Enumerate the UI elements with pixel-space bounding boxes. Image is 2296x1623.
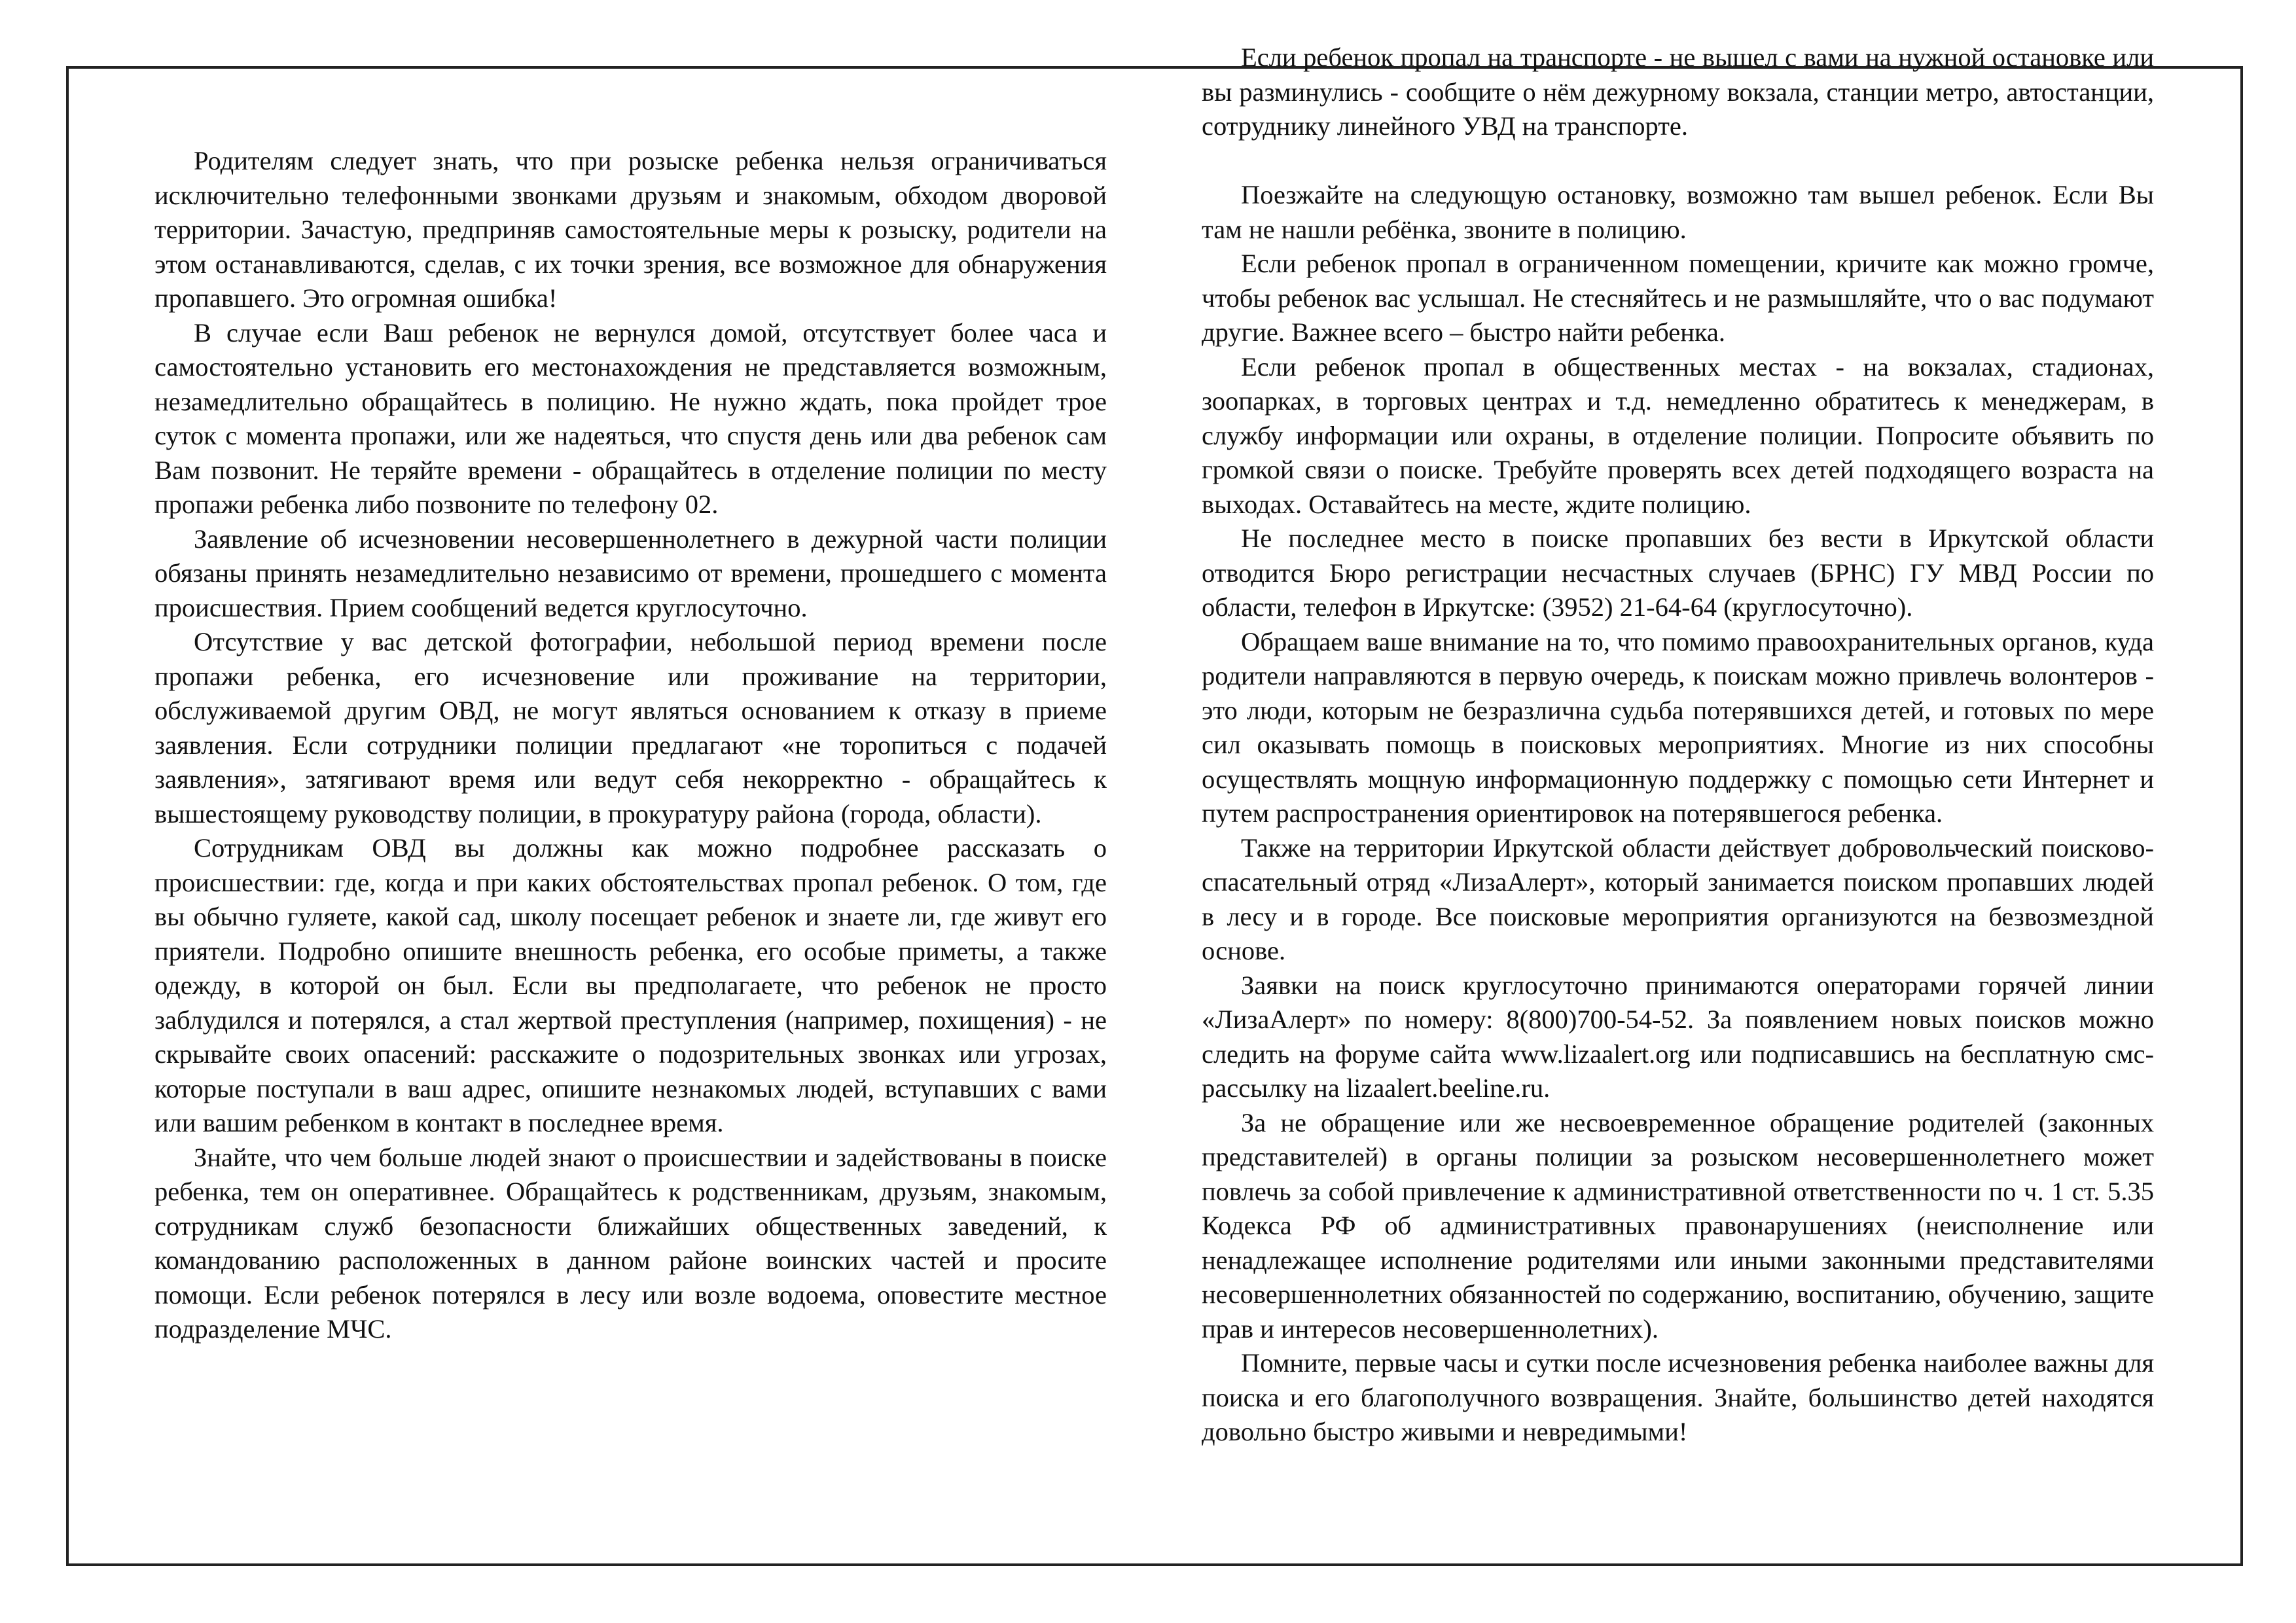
paragraph: Если ребенок пропал на транспорте - не вышел с вами на нужной остановке или вы разминулись - сообщите о нём дежурному вокзала, станции метро, автостанции, сотруднику линейного УВД на транспорте.	[1202, 43, 2154, 141]
right-column	[1202, 41, 2154, 1450]
paragraph: Сотрудникам ОВД вы должны как можно подробнее рассказать о происшествии: где, когда и при каких обстоятельствах пропал ребенок. О том, где вы обычно гуляете, какой сад, школу посещает ребенок и знаете ли, где живут его приятели. Подробно опишите внешность ребенка, его особые приметы, а также одежду, в которой он был. Если вы предполагаете, что ребенок не просто заблудился и потерялся, а стал жертвой преступления (например, похищения) - не скрывайте своих опасений: расскажите о подозрительных звонках или угрозах, которые поступали в ваш адрес, опишите незнакомых людей, вступавших с вами или вашим ребенком в контакт в последнее время.	[154, 833, 1107, 1137]
left-column	[154, 144, 1107, 1347]
paragraph: Поезжайте на следующую остановку, возможно там вышел ребенок. Если Вы там не нашли ребёнка, звоните в полицию.	[1202, 180, 2154, 244]
paragraph: Заявки на поиск круглосуточно принимаются операторами горячей линии «ЛизаАлерт» по номеру: 8(800)700-54-52. За появлением новых поисков можно следить на форуме сайта www.lizaalert.org или подписавшись на бесплатную смс-рассылку на lizaalert.beeline.ru.	[1202, 970, 2154, 1103]
paragraph: Отсутствие у вас детской фотографии, небольшой период времени после пропажи ребенка, его исчезновение или проживание на территории, обслуживаемой другим ОВД, не могут являться основанием к отказу в приеме заявления. Если сотрудники полиции предлагают «не торопиться с подачей заявления», затягивают время или ведут себя некорректно - обращайтесь к вышестоящему руководству полиции, в прокуратуру района (города, области).	[154, 627, 1107, 829]
paragraph: Если ребенок пропал в ограниченном помещении, кричите как можно громче, чтобы ребенок вас услышал. Не стесняйтесь и не размышляйте, что о вас подумают другие. Важнее всего – быстро найти ребенка.	[1202, 249, 2154, 347]
paragraph: Знайте, что чем больше людей знают о происшествии и задействованы в поиске ребенка, тем он оперативнее. Обращайтесь к родственникам, друзьям, знакомым, сотрудникам служб безопасности ближайших общественных заведений, к командованию расположенных в данном районе воинских частей и просите помощи. Если ребенок потерялся в лесу или возле водоема, оповестите местное подразделение МЧС.	[154, 1142, 1107, 1344]
paragraph: Родителям следует знать, что при розыске ребенка нельзя ограничиваться исключительно телефонными звонками друзьям и знакомым, обходом дворовой территории. Зачастую, предприняв самостоятельные меры к розыску, родители на этом останавливаются, сделав, с их точки зрения, все возможное для обнаружения пропавшего. Это огромная ошибка!	[154, 146, 1107, 313]
paragraph: Не последнее место в поиске пропавших без вести в Иркутской области отводится Бюро регистрации несчастных случаев (БРНС) ГУ МВД России по области, телефон в Иркутске: (3952) 21-64-64 (круглосуточно).	[1202, 524, 2154, 622]
paragraph: Помните, первые часы и сутки после исчезновения ребенка наиболее важны для поиска и его благополучного возвращения. Знайте, большинство детей находятся довольно быстро живыми и невредимыми!	[1202, 1348, 2154, 1446]
paragraph: Обращаем ваше внимание на то, что помимо правоохранительных органов, куда родители направляются в первую очередь, к поискам можно привлечь волонтеров - это люди, которым не безразлична судьба потерявшихся детей, и готовых по мере сил оказывать помощь в поисковых мероприятиях. Многие из них способны осуществлять мощную информационную поддержку с помощью сети Интернет и путем распространения ориентировок на потерявшегося ребенка.	[1202, 626, 2154, 828]
paragraph: За не обращение или же несвоевременное обращение родителей (законных представителей) в органы полиции за розыском несовершеннолетнего может повлечь за собой привлечение к административной ответственности по ч. 1 ст. 5.35 Кодекса РФ об административных правонарушениях (неисполнение или ненадлежащее исполнение родителями или иными законными представителями несовершеннолетних обязанностей по содержанию, воспитанию, обучению, защите прав и интересов несовершеннолетних).	[1202, 1107, 2154, 1344]
paragraph: Также на территории Иркутской области действует добровольческий поисково-спасательный отряд «ЛизаАлерт», который занимается поиском пропавших людей в лесу и в городе. Все поисковые мероприятия организуются на безвозмездной основе.	[1202, 832, 2154, 965]
paragraph: В случае если Ваш ребенок не вернулся домой, отсутствует более часа и самостоятельно установить его местонахождения не представляется возможным, незамедлительно обращайтесь в полицию. Не нужно ждать, пока пройдет трое суток с момента пропажи, или же надеяться, что спустя день или два ребенок сам Вам позвонит. Не теряйте времени - обращайтесь в отделение полиции по месту пропажи ребенка либо позвоните по телефону 02.	[154, 317, 1107, 519]
paragraph: Если ребенок пропал в общественных местах - на вокзалах, стадионах, зоопарках, в торговых центрах и т.д. немедленно обратитесь к менеджерам, в службу информации или охраны, в отделение полиции. Попросите объявить по громкой связи о поиске. Требуйте проверять всех детей подходящего возраста на выходах. Оставайтесь на месте, ждите полицию.	[1202, 351, 2154, 519]
paragraph: Заявление об исчезновении несовершеннолетнего в дежурной части полиции обязаны принять незамедлительно независимо от времени, прошедшего с момента происшествия. Прием сообщений ведется круглосуточно.	[154, 524, 1107, 622]
